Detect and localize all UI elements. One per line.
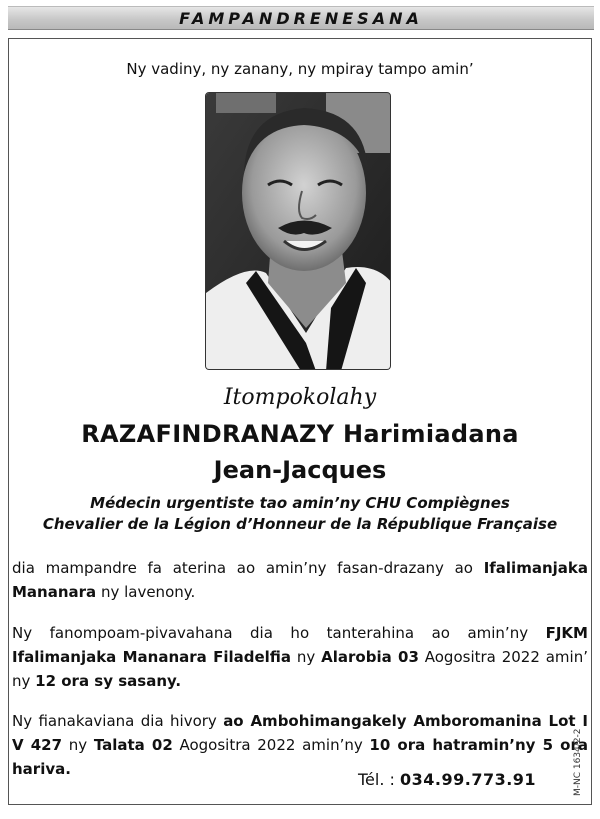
title-line1: Médecin urgentiste tao amin’ny CHU Compiègnes [90,494,510,512]
burial-paragraph: dia mampandre fa aterina ao amin’ny fasan-drazany ao Ifalimanjaka Mananara ny lavenony. [12,559,588,601]
portrait-photo [205,92,391,370]
gathering-paragraph: Ny fianakaviana dia hivory ao Ambohimangakely Amboromanina Lot I V 427 ny Talata 02 Aogositra 2022 amin’ny 10 ora hatramin’ny 5 ora hariva. [12,712,588,778]
phone-label: Tél. : [358,770,400,789]
service-paragraph: Ny fanompoam-pivavahana dia ho tanterahina ao amin’ny FJKM Ifalimanjaka Mananara Filadelfia ny Alarobia 03 Aogositra 2022 amin’ ny 12 ora sy sasany. [12,624,588,690]
contact-phone [358,770,536,789]
header-title: FAMPANDRENESANA [179,8,423,28]
intro-text: Ny vadiny, ny zanany, ny mpiray tampo amin’ [126,60,474,78]
phone-number: 034.99.773.91 [400,770,537,789]
reference-code: M-NC 1634/2-2 [573,728,583,796]
header-banner [8,6,594,30]
honorific: Itompokolahy [223,385,377,410]
title-line2: Chevalier de la Légion d’Honneur de la République Française [42,515,558,533]
deceased-name-line1: RAZAFINDRANAZY Harimiadana [81,420,519,448]
deceased-name-line2: Jean-Jacques [213,456,387,484]
